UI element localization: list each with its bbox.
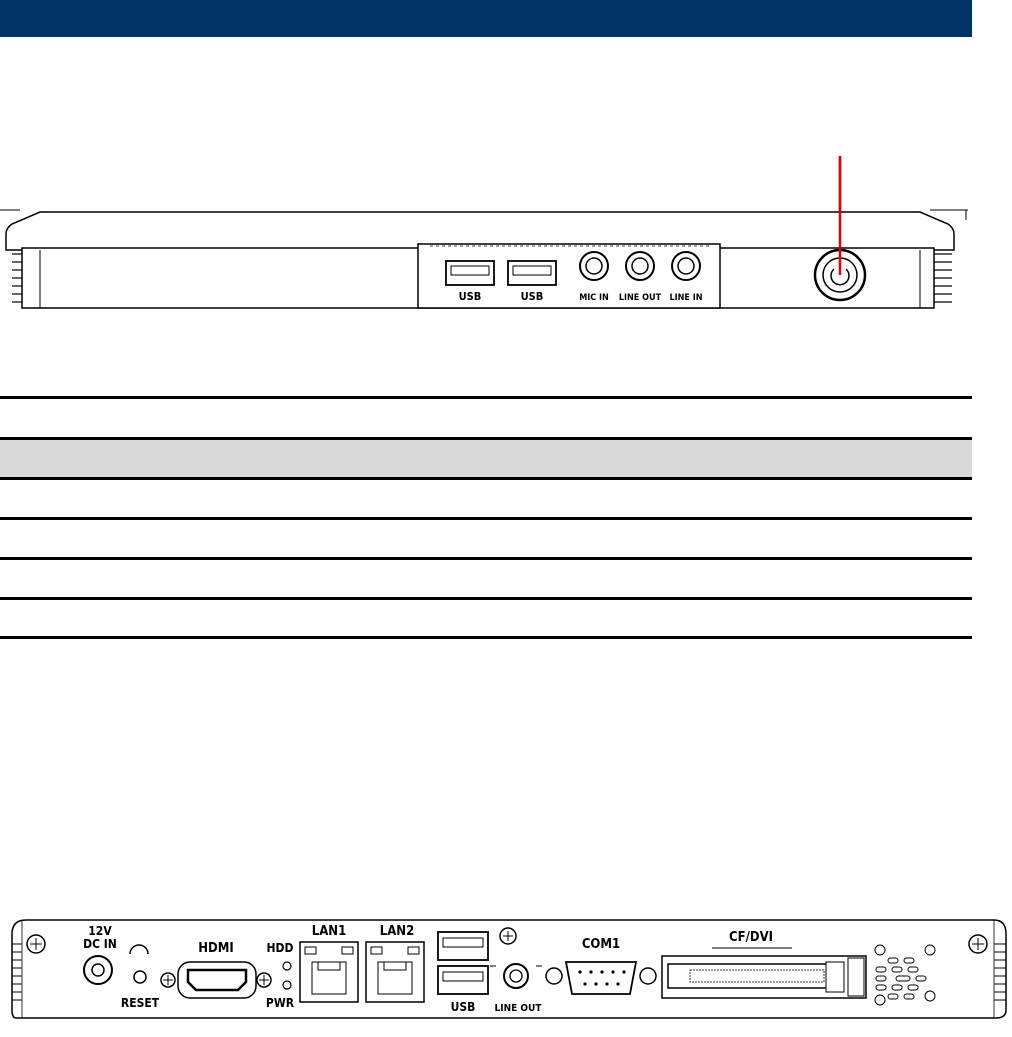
vent-fins-left bbox=[12, 254, 22, 302]
port-label: USB bbox=[458, 290, 482, 303]
port-label: LINE OUT bbox=[618, 293, 662, 303]
audio-jack-icon bbox=[504, 964, 528, 988]
hdd-led-icon bbox=[283, 962, 291, 970]
screw-icon bbox=[27, 935, 45, 953]
com1-label: COM1 bbox=[581, 937, 621, 952]
port-label: LINE IN bbox=[669, 293, 703, 303]
table-header-row bbox=[0, 440, 972, 478]
screw-icon bbox=[257, 973, 271, 987]
audio-jack-icon bbox=[672, 252, 700, 280]
screw-icon bbox=[969, 935, 987, 953]
usb-port-icon bbox=[508, 261, 556, 285]
port-label: USB bbox=[520, 290, 544, 303]
ethernet-port-icon bbox=[366, 942, 424, 1002]
ethernet-port-icon bbox=[300, 942, 358, 1002]
table-row-rule bbox=[0, 477, 972, 480]
pwr-led-icon bbox=[283, 981, 291, 989]
screw-icon bbox=[161, 973, 175, 987]
dc-in-label: 12V bbox=[88, 924, 112, 938]
lan1-label: LAN1 bbox=[311, 924, 347, 939]
table-bottom-rule bbox=[0, 636, 972, 639]
usb-port-icon bbox=[438, 966, 488, 994]
top-io-panel-diagram bbox=[0, 150, 1012, 320]
lan2-label: LAN2 bbox=[379, 924, 415, 939]
dc-jack-icon bbox=[84, 956, 112, 984]
table-row-rule bbox=[0, 557, 972, 560]
reset-button-icon bbox=[134, 971, 146, 983]
cf-dvi-label: CF/DVI bbox=[729, 930, 773, 945]
cf-dvi-slot-icon bbox=[662, 956, 866, 998]
screw-icon bbox=[500, 928, 516, 944]
vent-fins-right bbox=[934, 254, 952, 302]
hdmi-port-icon bbox=[188, 970, 246, 990]
port-label: MIC IN bbox=[579, 293, 609, 303]
pwr-led-label: PWR bbox=[265, 996, 295, 1010]
audio-jack-icon bbox=[580, 252, 608, 280]
line-out-label: LINE OUT bbox=[494, 1003, 542, 1014]
audio-jack-icon bbox=[626, 252, 654, 280]
table-header-top-rule bbox=[0, 437, 972, 440]
usb-port-icon bbox=[438, 932, 488, 960]
section-header-bar bbox=[0, 0, 972, 37]
rear-io-panel-diagram bbox=[0, 910, 1012, 1035]
hdmi-label: HDMI bbox=[198, 941, 234, 956]
hdd-led-label: HDD bbox=[266, 941, 294, 955]
dc-in-label: DC IN bbox=[83, 937, 117, 951]
table-top-rule bbox=[0, 396, 972, 399]
table-row-rule bbox=[0, 517, 972, 520]
table-row-rule bbox=[0, 597, 972, 600]
usb-label: USB bbox=[450, 1000, 476, 1014]
reset-label: RESET bbox=[120, 996, 160, 1010]
usb-port-icon bbox=[446, 261, 494, 285]
